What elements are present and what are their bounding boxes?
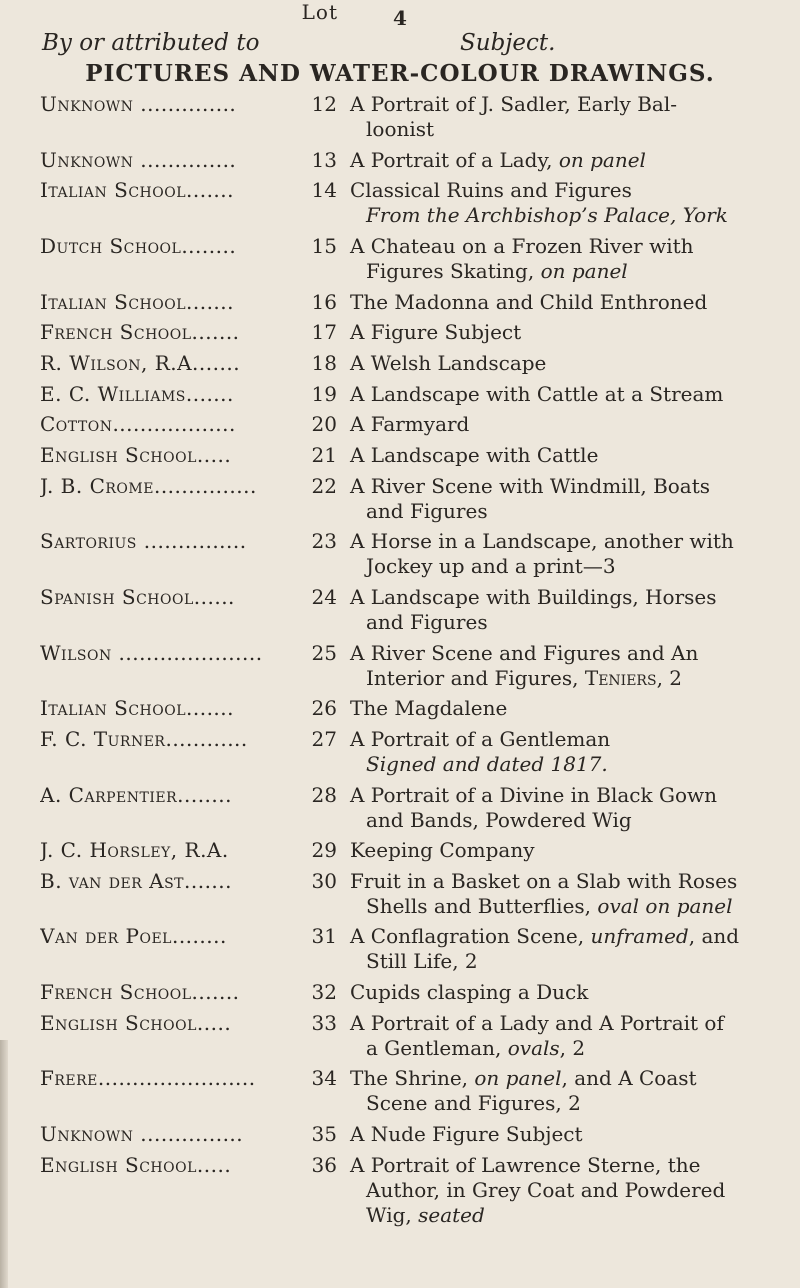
subject-line [350,92,780,117]
entry-artist: Unknown .............. [40,92,237,116]
subject-text: A Portrait of Lawrence Sterne, the [350,1152,701,1177]
entry-lot-number: 17 [311,320,337,345]
subject-line [350,1036,780,1061]
subject-line [350,234,780,259]
entry-lot-number: 27 [311,726,337,751]
subject-text: A Portrait of J. Sadler, Early Bal- [350,92,677,116]
entry-lot-number: 35 [311,1122,337,1147]
subject-text: A Portrait of a Lady and A Portrait of [350,1010,724,1035]
subject-line [350,949,780,974]
subject-line [350,783,780,808]
entry-artist: J. C. Horsley, R.A. [40,838,229,863]
subject-line [350,351,780,376]
catalogue-entry [0,924,800,974]
catalogue-entry [0,727,800,777]
subject-text: A Figure Subject [350,320,522,345]
entry-lot-number: 26 [311,696,337,721]
entry-artist: Unknown ............... [40,1122,244,1147]
subject-line [350,1153,780,1178]
entry-subject [350,382,780,407]
catalogue-entry [0,980,800,1005]
subject-text: Wig, [366,1202,419,1227]
entry-artist: Dutch School........ [40,233,237,258]
subject-line [350,641,780,666]
subject-text: on panel [558,147,646,172]
subject-text: Interior and Figures, [366,665,585,690]
entry-lot-number: 18 [311,350,337,375]
entry-artist: Spanish School...... [40,584,235,609]
catalogue-entry [0,351,800,376]
catalogue-entry [0,869,800,919]
subject-text: A Nude Figure Subject [350,1122,583,1147]
entry-subject [350,178,780,228]
subject-line [350,1203,780,1228]
entry-subject [350,727,780,777]
catalogue-entry [0,474,800,524]
entry-artist: Wilson ..................... [40,640,263,665]
entry-lot-number: 34 [311,1066,337,1091]
entry-subject [350,412,780,437]
catalogue-entry [0,234,800,284]
subject-text: , and [688,924,740,949]
entry-lot-number: 29 [311,838,337,863]
entry-artist: French School....... [40,980,240,1005]
subject-text: ovals [507,1035,560,1060]
subject-text: A Horse in a Landscape, another with [350,529,734,554]
subject-text: and Figures [366,498,488,523]
entry-subject [350,92,780,142]
subject-text: A Portrait of a Gentleman [350,726,611,751]
entry-artist: Unknown .............. [40,147,237,172]
subject-text: A Landscape with Buildings, Horses [350,584,717,609]
entry-subject [350,980,780,1005]
subject-text: and Bands, Powdered Wig [366,807,632,832]
entry-lot-number: 32 [311,980,337,1005]
subject-line [350,752,780,777]
catalogue-entries [0,92,800,1228]
subject-line [350,178,780,203]
subject-text: on panel [540,258,628,283]
entry-subject [350,443,780,468]
entry-lot-number: 16 [311,289,337,314]
catalogue-entry [0,696,800,721]
subject-line [350,869,780,894]
entry-subject [350,529,780,579]
entry-subject [350,783,780,833]
catalogue-entry [0,92,800,142]
subject-text: A Landscape with Cattle [350,442,599,467]
subject-text: A Chateau on a Frozen River with [350,233,694,258]
entry-artist: A. Carpentier........ [40,782,232,807]
subject-line [350,499,780,524]
subject-line [350,838,780,863]
subject-line [350,585,780,610]
subject-text: A Farmyard [350,412,470,437]
entry-lot-number: 23 [311,529,337,554]
subject-line [350,808,780,833]
entry-artist: English School..... [40,1152,232,1177]
entry-lot-number: 21 [311,442,337,467]
entry-artist: English School..... [40,1010,232,1035]
subject-text: oval on panel [597,893,733,918]
subject-text: Figures Skating, [366,258,541,283]
subject-text: A Welsh Landscape [350,350,547,375]
catalogue-entry [0,290,800,315]
entry-lot-number: 22 [311,473,337,498]
subject-line [350,924,780,949]
section-title: PICTURES AND WATER-COLOUR DRAWINGS. [85,60,715,87]
subject-line [350,1122,780,1147]
entry-lot-number: 14 [311,178,337,203]
catalogue-entry [0,529,800,579]
entry-artist: French School....... [40,320,240,345]
subject-line [350,554,780,579]
subject-text: Cupids clasping a Duck [350,980,589,1005]
subject-text: A Portrait of a Lady, [350,147,559,172]
subject-line [350,320,780,345]
entry-subject [350,148,780,173]
page-number: 4 [393,6,407,30]
subject-text: a Gentleman, [366,1035,508,1060]
subject-line [350,412,780,437]
entry-artist: Italian School....... [40,178,235,203]
entry-artist: F. C. Turner............ [40,726,248,751]
subject-line [350,696,780,721]
subject-text: Signed and dated 1817. [366,751,608,776]
subject-text: Author, in Grey Coat and Powdered [366,1177,726,1202]
subject-line [350,1091,780,1116]
entry-lot-number: 19 [311,381,337,406]
subject-line [350,1066,780,1091]
catalogue-entry [0,443,800,468]
entry-lot-number: 13 [311,147,337,172]
entry-artist: Frere....................... [40,1066,256,1091]
entry-artist: Van der Poel........ [40,924,227,949]
column-header-artist: By or attributed to [42,30,260,56]
catalogue-entry [0,382,800,407]
entry-subject [350,234,780,284]
column-header-lot: Lot [301,0,338,24]
subject-line [350,666,780,691]
subject-text: and Figures [366,609,488,634]
catalogue-entry [0,1122,800,1147]
entry-subject [350,290,780,315]
subject-line [350,610,780,635]
entry-subject [350,924,780,974]
page-edge-shadow [0,1040,8,1288]
subject-line [350,443,780,468]
entry-subject [350,641,780,691]
entry-lot-number: 25 [311,640,337,665]
subject-text: Keeping Company [350,838,535,863]
subject-line [350,894,780,919]
subject-line [350,474,780,499]
catalogue-entry [0,585,800,635]
subject-text: Scene and Figures, 2 [366,1091,581,1116]
subject-line [350,259,780,284]
subject-line [350,1178,780,1203]
catalogue-entry [0,1066,800,1116]
subject-text: The Madonna and Child Enthroned [350,289,708,314]
subject-line [350,117,780,142]
subject-text: , and A Coast [561,1066,697,1091]
subject-text: A River Scene and Figures and An [350,640,699,665]
subject-text: The Magdalene [350,696,508,721]
entry-subject [350,1066,780,1116]
subject-text: Still Life, 2 [366,949,478,974]
entry-subject [350,1153,780,1228]
entry-artist: J. B. Crome............... [40,473,257,498]
entry-lot-number: 30 [311,868,337,893]
entry-lot-number: 20 [311,412,337,437]
entry-artist: English School..... [40,442,232,467]
subject-text: The Shrine, [350,1066,475,1091]
entry-artist: R. Wilson, R.A....... [40,350,241,375]
subject-line [350,529,780,554]
entry-artist: B. van der Ast....... [40,868,233,893]
subject-text: loonist [366,117,435,141]
entry-artist: E. C. Williams....... [40,381,234,406]
entry-lot-number: 12 [311,92,337,116]
catalogue-entry [0,1011,800,1061]
entry-subject [350,320,780,345]
catalogue-entry [0,148,800,173]
catalogue-entry [0,412,800,437]
subject-text: Jockey up and a print—3 [366,554,616,579]
subject-text: Teniers [584,665,657,690]
column-header-subject: Subject. [460,30,556,56]
subject-text: Classical Ruins and Figures [350,178,632,203]
subject-line [350,980,780,1005]
entry-artist: Cotton.................. [40,412,236,437]
subject-line [350,382,780,407]
catalogue-entry [0,178,800,228]
entry-lot-number: 33 [311,1010,337,1035]
entry-lot-number: 36 [311,1152,337,1177]
entry-subject [350,351,780,376]
catalogue-entry [0,320,800,345]
entry-subject [350,696,780,721]
catalogue-entry [0,783,800,833]
subject-text: , 2 [559,1035,586,1060]
entry-subject [350,585,780,635]
entry-subject [350,838,780,863]
subject-text: From the Archbishop’s Palace, York [366,203,728,228]
entry-subject [350,869,780,919]
entry-artist: Italian School....... [40,696,235,721]
subject-line [350,1011,780,1036]
subject-text: Shells and Butterflies, [366,893,598,918]
entry-artist: Sartorius ............... [40,529,247,554]
subject-line [350,203,780,228]
entry-subject [350,474,780,524]
subject-line [350,727,780,752]
catalogue-entry [0,641,800,691]
subject-text: A Conflagration Scene, [350,924,591,949]
entry-lot-number: 24 [311,584,337,609]
catalogue-entry [0,1153,800,1228]
subject-line [350,148,780,173]
entry-artist: Italian School....... [40,289,235,314]
subject-text: unframed [590,924,689,949]
entry-lot-number: 31 [311,924,337,949]
subject-text: , 2 [656,665,683,690]
subject-text: Fruit in a Basket on a Slab with Roses [350,868,738,893]
subject-text: seated [418,1202,485,1227]
subject-text: A River Scene with Windmill, Boats [350,473,711,498]
subject-text: A Landscape with Cattle at a Stream [350,381,724,406]
subject-line [350,290,780,315]
entry-subject [350,1011,780,1061]
entry-lot-number: 28 [311,782,337,807]
entry-subject [350,1122,780,1147]
subject-text: on panel [474,1066,562,1091]
catalogue-entry [0,838,800,863]
subject-text: A Portrait of a Divine in Black Gown [350,782,717,807]
entry-lot-number: 15 [311,233,337,258]
